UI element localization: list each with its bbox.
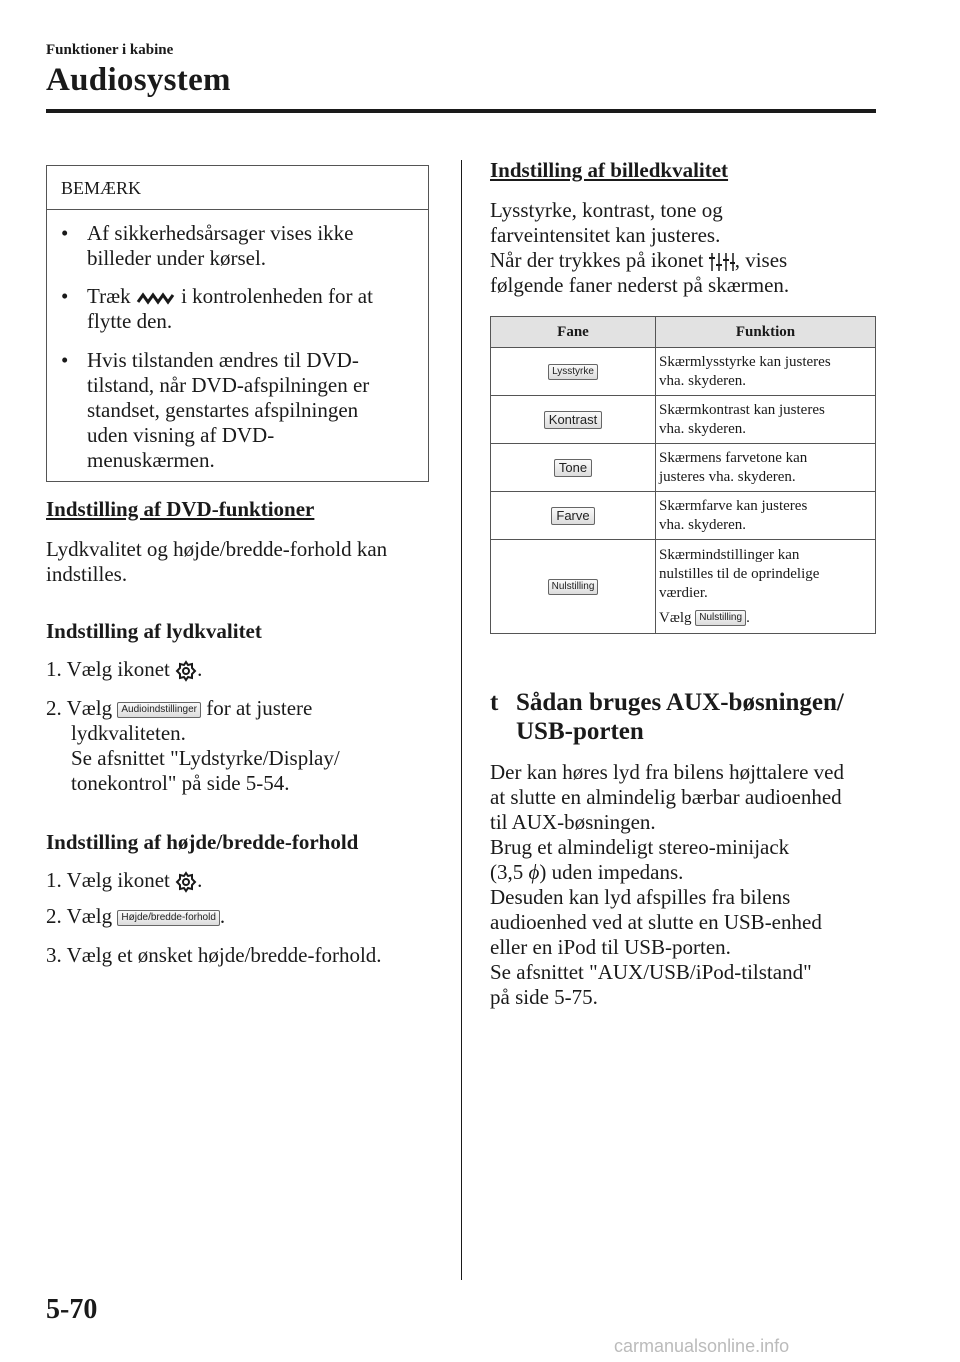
drag-handle-icon [136, 291, 176, 305]
table-row: Tone Skærmens farvetone kan justeres vha. skyderen. [491, 444, 876, 492]
table-row: Lysstyrke Skærmlysstyrke kan justeres vha. skyderen. [491, 348, 876, 396]
dvd-body: Lydkvalitet og højde/bredde-forhold kan indstilles. [46, 537, 388, 586]
section-label: Funktioner i kabine [46, 42, 174, 58]
note-box [46, 165, 429, 482]
sound-step-2: 2. Vælg Audioindstillinger for at justere [46, 696, 313, 720]
table-row: Kontrast Skærmkontrast kan justeres vha. skyderen. [491, 396, 876, 444]
table-row: Nulstilling Skærmindstillinger kan nulstilles til de oprindelige værdier. Vælg Nulstilling . [491, 540, 876, 634]
contrast-tab-button[interactable]: Kontrast [544, 411, 602, 429]
reset-tab-button[interactable]: Nulstilling [548, 579, 599, 595]
page-title: Audiosystem [46, 62, 231, 98]
title-rule [46, 109, 876, 113]
settings-gear-icon [175, 871, 197, 893]
bullet-icon: • [61, 221, 69, 245]
tone-tab-button[interactable]: Tone [554, 459, 592, 477]
aspect-step-3: 3. Vælg et ønsket højde/bredde-forhold. [46, 943, 382, 967]
audio-settings-button[interactable]: Audioindstillinger [117, 702, 201, 718]
picture-body: Lysstyrke, kontrast, tone og farveintensitet kan justeres. Når der trykkes på ikonet , vises følgende faner nederst på skærmen. [490, 198, 790, 297]
brightness-tab-button[interactable]: Lysstyrke [548, 364, 598, 380]
aspect-step-2: 2. Vælg Højde/bredde-forhold . [46, 904, 226, 928]
picture-heading: Indstilling af billedkvalitet [490, 158, 729, 182]
section-marker-icon: t [490, 689, 499, 716]
equalizer-sliders-icon [709, 252, 735, 272]
settings-gear-icon [175, 660, 197, 682]
note-item-2: Træk i kontrolenheden for at flytte den. [87, 284, 373, 333]
aux-heading: t Sådan bruges AUX-bøsningen/ USB-porten [490, 689, 844, 745]
watermark: carmanualsonline.info [614, 1336, 790, 1356]
bullet-icon: • [61, 348, 69, 372]
bullet-icon: • [61, 284, 69, 308]
note-heading: BEMÆRK [47, 166, 428, 210]
aspect-heading: Indstilling af højde/bredde-forhold [46, 830, 359, 854]
diameter-symbol: ϕ [528, 860, 540, 884]
note-item-3: Hvis tilstanden ændres til DVD- tilstand, når DVD-afspilningen er standset, genstartes afspilningen uden visning af DVD- menuskærmen. [87, 348, 370, 472]
table-header-tab: Fane [491, 317, 656, 348]
reset-select-button[interactable]: Nulstilling [695, 610, 746, 626]
table-header-row [491, 317, 876, 348]
note-item-1: Af sikkerhedsårsager vises ikke billeder under kørsel. [87, 221, 354, 270]
page-number: 5-70 [46, 1294, 98, 1325]
sound-step-2-details: lydkvaliteten. Se afsnittet "Lydstyrke/Display/ tonekontrol" på side 5-54. [71, 721, 340, 795]
aspect-step-1: 1. Vælg ikonet . [46, 868, 203, 892]
picture-settings-table [490, 316, 876, 634]
column-divider [461, 160, 462, 1280]
sound-heading: Indstilling af lydkvalitet [46, 619, 262, 643]
sound-step-1: 1. Vælg ikonet . [46, 657, 203, 681]
color-tab-button[interactable]: Farve [551, 507, 594, 525]
aux-body: Der kan høres lyd fra bilens højttalere ved at slutte en almindelig bærbar audioenhed til AUX-bøsningen. Brug et almindeligt stereo-minijack (3,5 ϕ) uden impedans. Desuden kan lyd afspilles fra bilens audioenhed ved at slutte en USB-enhed eller en iPod til USB-porten. Se afsnittet "AUX/USB/iPod-tilstand" på side 5-75. [490, 760, 844, 1009]
table-row: Farve Skærmfarve kan justeres vha. skyderen. [491, 492, 876, 540]
dvd-heading: Indstilling af DVD-funktioner [46, 497, 315, 521]
table-header-function: Funktion [656, 317, 876, 348]
aspect-ratio-button[interactable]: Højde/bredde-forhold [117, 910, 220, 926]
